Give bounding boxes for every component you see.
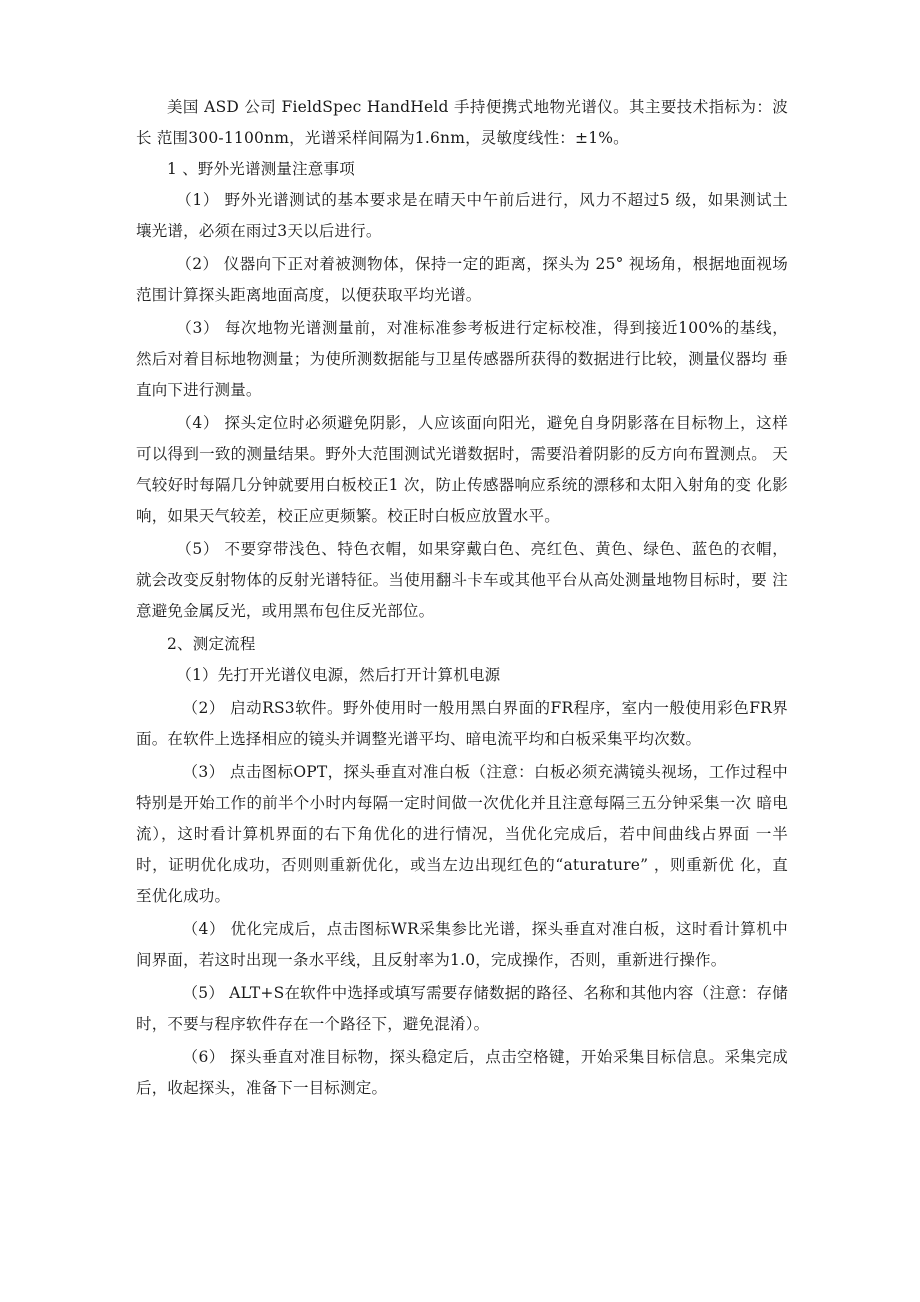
section-1-item-4: （4） 探头定位时必须避免阴影，人应该面向阳光，避免自身阴影落在目标物上，这样 可以得到一致的测量结果。野外大范围测试光谱数据时，需要沿着阴影的反方向布置测点。 天气较好时每隔几分钟就要用白板校正1 次，防止传感器响应系统的漂移和太阳入射角的变 化影响，如果天气较差，校正应更频繁。校正时白板应放置水平。 (136, 414, 788, 525)
intro-paragraph: 美国 ASD 公司 FieldSpec HandHeld 手持便携式地物光谱仪。其主要技术指标为：波长 范围300-1100nm，光谱采样间隔为1.6nm，灵敏度线性：±1%。 (136, 98, 788, 147)
section-2-item-1: （1）先打开光谱仪电源，然后打开计算机电源 (176, 666, 501, 684)
section-2-item-4: （4） 优化完成后，点击图标WR采集参比光谱，探头垂直对准白板，这时看计算机中 间界面，若这时出现一条水平线，且反射率为1.0，完成操作，否则，重新进行操作。 (136, 920, 788, 969)
section-2-item-6: （6） 探头垂直对准目标物，探头稳定后，点击空格键，开始采集目标信息。采集完成 后，收起探头，准备下一目标测定。 (136, 1048, 788, 1097)
section-1-item-1: （1） 野外光谱测试的基本要求是在晴天中午前后进行，风力不超过5 级，如果测试土 壤光谱，必须在雨过3天以后进行。 (136, 191, 788, 240)
section-2-title: 2、测定流程 (167, 635, 256, 653)
section-1-title: 1 、野外光谱测量注意事项 (167, 160, 355, 178)
section-1-item-5: （5） 不要穿带浅色、特色衣帽，如果穿戴白色、亮红色、黄色、绿色、蓝色的衣帽， 就会改变反射物体的反射光谱特征。当使用翻斗卡车或其他平台从高处测量地物目标时，要 注意避免金属反光，或用黑布包住反光部位。 (136, 540, 788, 620)
section-1-item-3: （3） 每次地物光谱测量前，对准标准参考板进行定标校准，得到接近100%的基线， 然后对着目标地物测量；为使所测数据能与卫星传感器所获得的数据进行比较，测量仪器均 垂直向下进行测量。 (136, 319, 788, 399)
document-body (136, 92, 788, 1104)
section-2-item-2: （2） 启动RS3软件。野外使用时一般用黑白界面的FR程序，室内一般使用彩色FR界 面。在软件上选择相应的镜头并调整光谱平均、暗电流平均和白板采集平均次数。 (136, 699, 788, 748)
section-2-item-3: （3） 点击图标OPT，探头垂直对准白板（注意：白板必须充满镜头视场，工作过程中 特别是开始工作的前半个小时内每隔一定时间做一次优化并且注意每隔三五分钟采集一次 暗电流），这时看计算机界面的右下角优化的进行情况，当优化完成后，若中间曲线占界面 一半时，证明优化成功，否则则重新优化，或当左边出现红色的“aturature” ，则重新优 化，直至优化成功。 (136, 763, 788, 905)
section-2-item-5: （5） ALT+S在软件中选择或填写需要存储数据的路径、名称和其他内容（注意：存储 时，不要与程序软件存在一个路径下，避免混淆）。 (136, 984, 788, 1033)
section-1-item-2: （2） 仪器向下正对着被测物体，保持一定的距离，探头为 25° 视场角，根据地面视场 范围计算探头距离地面高度，以便获取平均光谱。 (136, 255, 788, 304)
